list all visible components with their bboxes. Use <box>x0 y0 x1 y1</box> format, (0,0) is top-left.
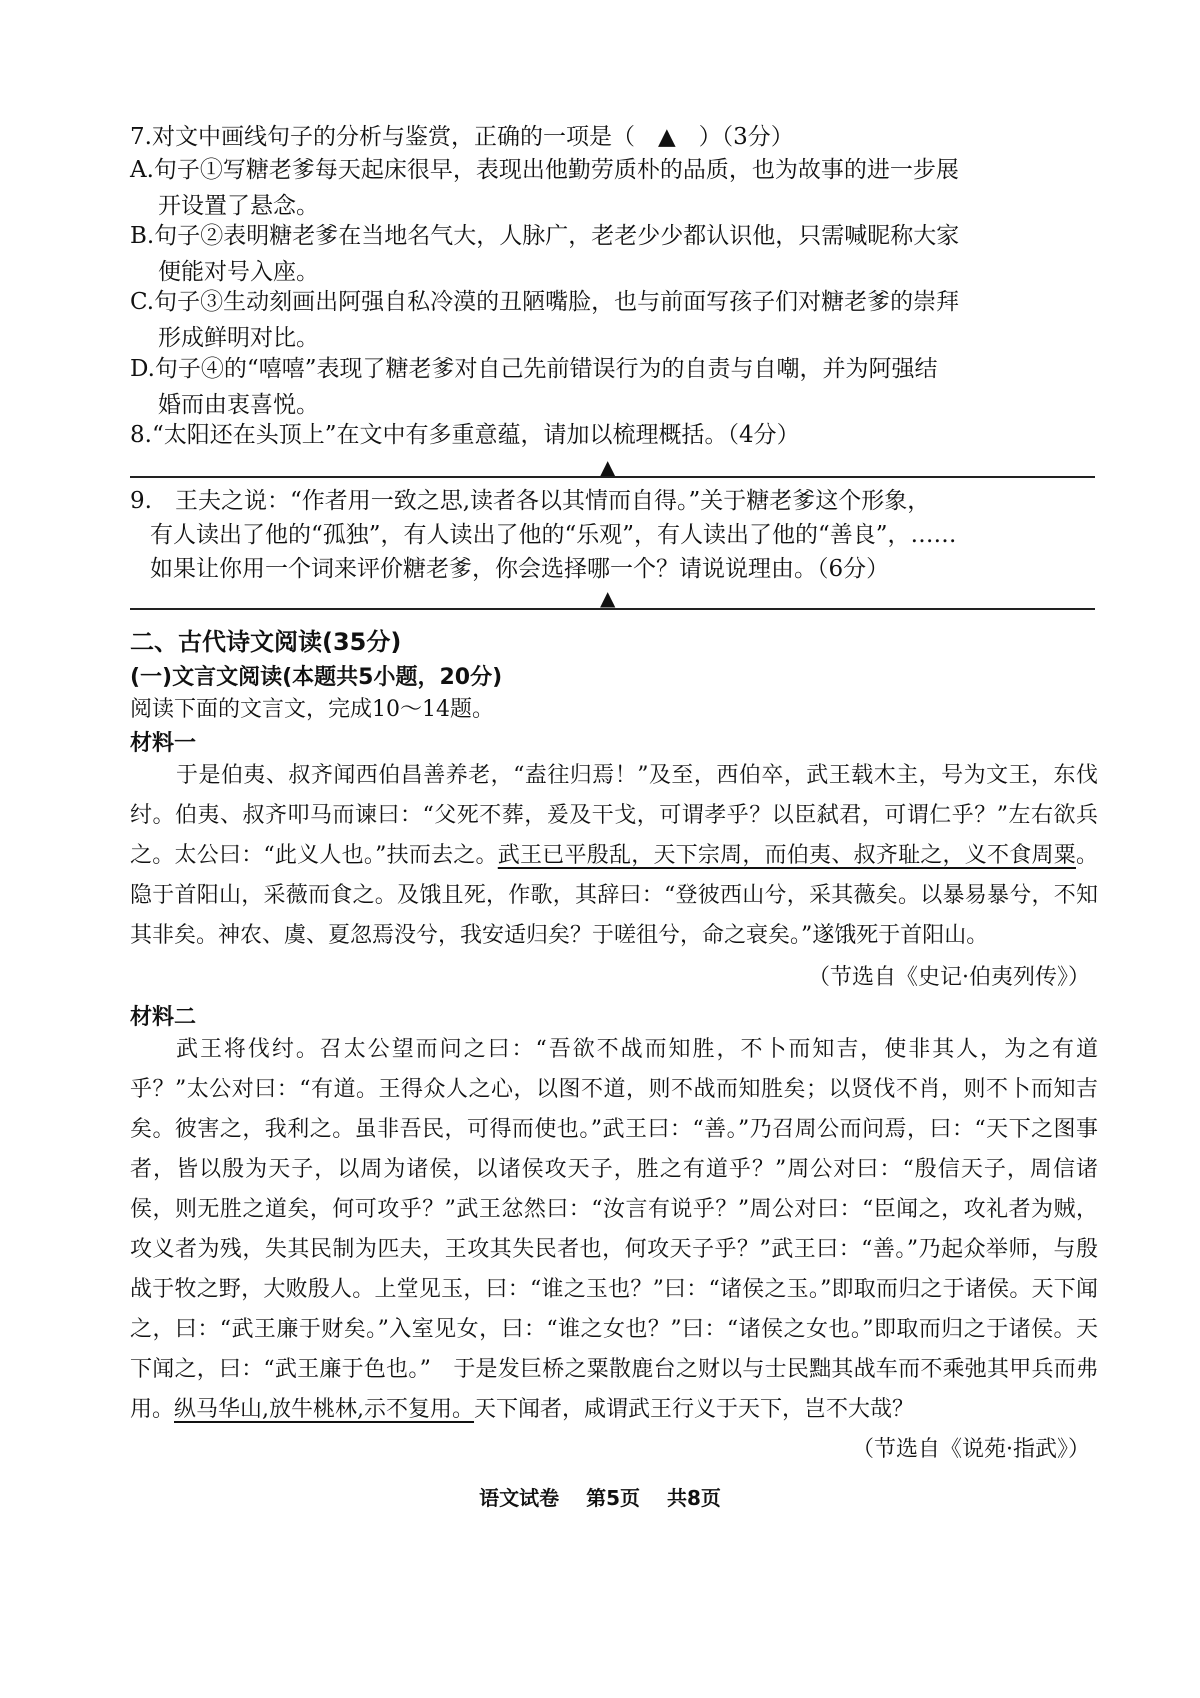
material-2-text-before: 武王将伐纣。召太公望而问之曰：“吾欲不战而知胜，不卜而知吉，使非其人，为之有道乎？”太公对曰：“有道。王得众人之心，以图不道，则不战而知胜矣；以贤伐不肖，则不卜而知吉矣。彼害之，我利之。虽非吾民，可得而使也。”武王曰：“善。”乃召周公而问焉，曰：“天下之图事者，皆以殷为天子，以周为诸侯，以诸侯攻天子，胜之有道乎？”周公对曰：“殷信天子，周信诸侯，则无胜之道矣，何可攻乎？”武王忿然曰：“汝言有说乎？”周公对曰：“臣闻之，攻礼者为贼，攻义者为残，失其民制为匹夫，王攻其失民者也，何攻天子乎？”武王曰：“善。”乃起众举师，与殷战于牧之野，大败殷人。上堂见玉，曰：“谁之玉也？”曰：“诸侯之玉。”即取而归之于诸侯。天下闻之，曰：“武王廉于财矣。”入室见女，曰：“谁之女也？”曰：“诸侯之女也。”即取而归之于诸侯。天下闻之，曰：“武王廉于色也。” 于是发巨桥之粟散鹿台之财以与士民黜其战车而不乘弛其甲兵而弗用。 <box>130 1037 1098 1422</box>
material-2-source: （节选自《说苑·指武》） <box>852 1437 1090 1462</box>
material-2-text <box>130 1030 1098 1430</box>
option-c <box>130 284 1100 356</box>
option-c-continued: 形成鲜明对比。 <box>158 325 319 351</box>
question-9-line-2: 有人读出了他的“孤独”，有人读出了他的“乐观”，有人读出了他的“善良”，…… <box>150 522 957 548</box>
option-d-text: D.句子④的“嘻嘻”表现了糖老爹对自己先前错误行为的自责与自嘲，并为阿强结 <box>130 356 938 382</box>
question-9-line-1: 9. 王夫之说：“作者用一致之思,读者各以其情而自得。”关于糖老爹这个形象， <box>130 488 931 514</box>
material-1-text-after: 。隐于首阳山，采薇而食之。及饿且死，作歌，其辞曰：“登彼西山兮，采其薇矣。以暴易暴兮，不知其非矣。神农、虞、夏忽焉没兮，我安适归矣？于嗟徂兮，命之衰矣。”遂饿死于首阳山。 <box>130 843 1098 948</box>
option-b <box>130 218 1100 290</box>
option-b-text: B.句子②表明糖老爹在当地名气大，人脉广，老老少少都认识他，只需喊昵称大家 <box>130 223 960 249</box>
question-9-line-3: 如果让你用一个词来评价糖老爹，你会选择哪一个？请说说理由。（6分） <box>150 556 890 582</box>
answer-line-9 <box>130 608 1095 610</box>
option-a-continued: 开设置了悬念。 <box>158 193 319 219</box>
material-1-underlined-sentence: 武王已平殷乱，天下宗周，而伯夷、叔齐耻之，义不食周粟 <box>497 843 1076 868</box>
question-8-stem: 8.“太阳还在头顶上”在文中有多重意蕴，请加以梳理概括。（4分） <box>130 422 800 448</box>
option-a <box>130 152 1100 224</box>
option-a-text: A.句子①写糖老爹每天起床很早，表现出他勤劳质朴的品质，也为故事的进一步展 <box>130 157 959 183</box>
option-d <box>130 351 1100 423</box>
footer-page-number: 第5页 <box>586 1486 640 1510</box>
subsection-title: (一)文言文阅读(本题共5小题，20分) <box>130 665 503 690</box>
material-1-text-before: 于是伯夷、叔齐闻西伯昌善养老，“盍往归焉！”及至，西伯卒，武王载木主，号为文王，东伐纣。伯夷、叔齐叩马而谏曰：“父死不葬，爰及干戈，可谓孝乎？以臣弑君，可谓仁乎？”左右欲兵之。太公曰：“此义人也。”扶而去之。 <box>130 763 1098 868</box>
material-2-text-after: 天下闻者，咸谓武王行义于天下，岂不大哉？ <box>474 1397 915 1422</box>
material-2-label: 材料二 <box>130 1005 197 1030</box>
material-1-text <box>130 756 1098 956</box>
answer-line-8 <box>130 476 1095 478</box>
option-d-continued: 婚而由衷喜悦。 <box>158 392 319 418</box>
answer-marker-8: ▲ <box>600 455 616 479</box>
section-title: 二、古代诗文阅读(35分) <box>130 628 402 656</box>
footer-total-pages: 共8页 <box>666 1486 721 1510</box>
answer-marker-9: ▲ <box>600 586 616 610</box>
footer-subject: 语文试卷 <box>479 1486 560 1510</box>
material-1-source: （节选自《史记·伯夷列传》） <box>808 965 1090 990</box>
reading-instruction: 阅读下面的文言文，完成10～14题。 <box>130 697 494 722</box>
material-2-underlined-sentence: 纵马华山,放牛桃林,示不复用。 <box>174 1397 475 1422</box>
material-1-label: 材料一 <box>130 731 197 756</box>
page-footer <box>0 1482 1200 1511</box>
option-c-text: C.句子③生动刻画出阿强自私冷漠的丑陋嘴脸，也与前面写孩子们对糖老爹的崇拜 <box>130 289 960 315</box>
option-b-continued: 便能对号入座。 <box>158 259 319 285</box>
question-7-stem: 7.对文中画线句子的分析与鉴赏，正确的一项是（ ▲ ）（3分） <box>130 124 794 150</box>
